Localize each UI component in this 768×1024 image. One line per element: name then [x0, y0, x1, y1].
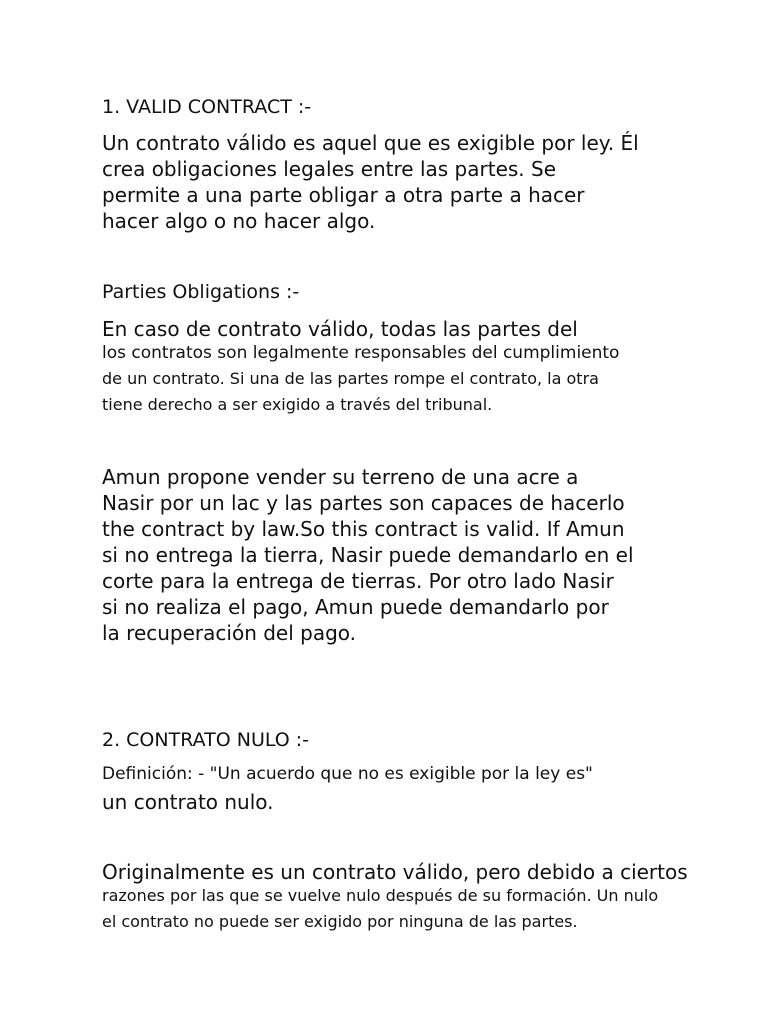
- example-body-line-7: la recuperación del pago.: [102, 621, 357, 645]
- valid-body-line-3: permite a una parte obligar a otra parte a hacer: [102, 183, 585, 207]
- void-definition-line-1: Definición: - "Un acuerdo que no es exigible por la ley es": [102, 764, 593, 784]
- valid-body-line-4: hacer algo o no hacer algo.: [102, 209, 376, 233]
- void-body-line-2: razones por las que se vuelve nulo después de su formación. Un nulo: [102, 886, 659, 905]
- obligations-body-line-1: En caso de contrato válido, todas las partes del: [102, 317, 578, 341]
- valid-body-line-2: crea obligaciones legales entre las partes. Se: [102, 157, 557, 181]
- example-body-line-4: si no entrega la tierra, Nasir puede demandarlo en el: [102, 543, 634, 567]
- void-definition-line-2: un contrato nulo.: [102, 790, 274, 814]
- valid-contract-heading: 1. VALID CONTRACT :-: [102, 96, 312, 118]
- void-body-line-3: el contrato no puede ser exigido por ninguna de las partes.: [102, 912, 578, 931]
- valid-body-line-1: Un contrato válido es aquel que es exigible por ley. Él: [102, 131, 639, 155]
- example-body-line-5: corte para la entrega de tierras. Por otro lado Nasir: [102, 569, 614, 593]
- obligations-body-line-4: tiene derecho a ser exigido a través del tribunal.: [102, 395, 493, 414]
- example-body-line-6: si no realiza el pago, Amun puede demandarlo por: [102, 595, 609, 619]
- void-contract-heading: 2. CONTRATO NULO :-: [102, 729, 310, 751]
- obligations-body-line-3: de un contrato. Si una de las partes rompe el contrato, la otra: [102, 369, 599, 388]
- parties-obligations-heading: Parties Obligations :-: [102, 281, 300, 303]
- example-body-line-1: Amun propone vender su terreno de una acre a: [102, 465, 579, 489]
- example-body-line-2: Nasir por un lac y las partes son capaces de hacerlo: [102, 491, 625, 515]
- obligations-body-line-2: los contratos son legalmente responsables del cumplimiento: [102, 343, 620, 363]
- void-body-line-1: Originalmente es un contrato válido, pero debido a ciertos: [102, 860, 688, 884]
- example-body-line-3: the contract by law.So this contract is valid. If Amun: [102, 517, 625, 541]
